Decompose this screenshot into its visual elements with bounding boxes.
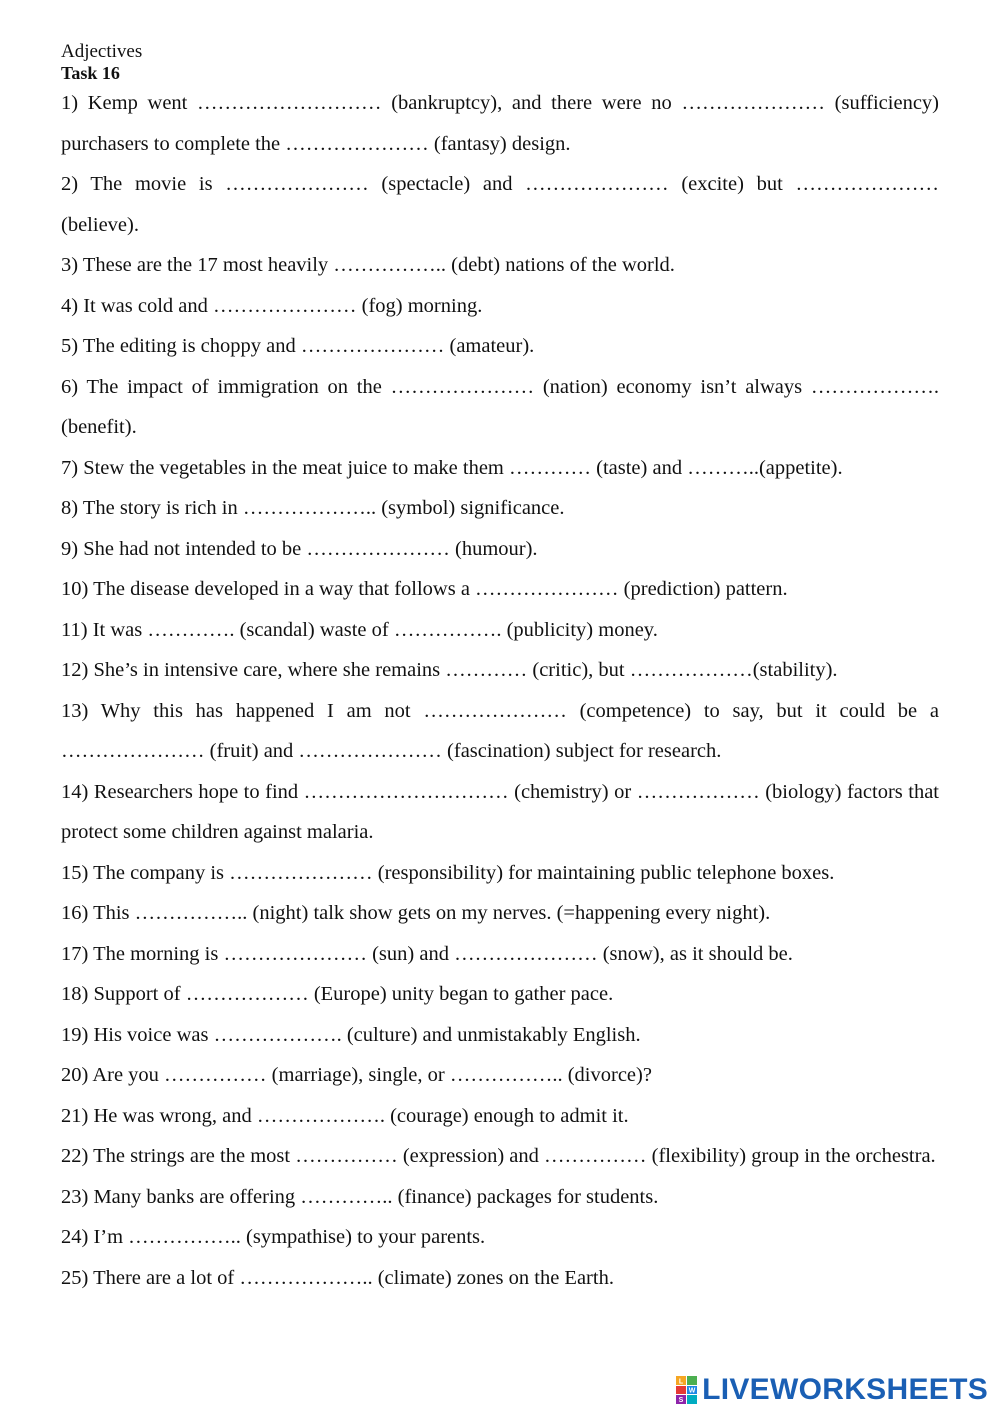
exercise-item: 24) I’m …………….. (sympathise) to your parents. <box>61 1226 486 1248</box>
logo-mark-letter: S <box>678 1397 684 1404</box>
exercise-item: 12) She’s in intensive care, where she remains ………… (critic), but ………………(stability). <box>61 659 838 681</box>
task-title: Task 16 <box>61 63 120 83</box>
exercise-item: 15) The company is ………………… (responsibility) for maintaining public telephone boxes. <box>61 861 835 884</box>
exercise-item: 25) There are a lot of ……………….. (climate) zones on the Earth. <box>61 1266 614 1289</box>
exercise-item: 10) The disease developed in a way that follows a ………………… (prediction) pattern. <box>61 578 788 600</box>
exercise-item: 22) The strings are the most …………… (expression) and …………… (flexibility) group in the orchestra. <box>61 1145 936 1167</box>
exercise-item: 18) Support of ……………… (Europe) unity began to gather pace. <box>61 983 614 1005</box>
exercise-item: 21) He was wrong, and ………………. (courage) enough to admit it. <box>61 1104 629 1127</box>
exercise-item: 14) Researchers hope to find ………………………… (chemistry) or ……………… (biology) factors that protect some children against malaria. <box>61 780 939 843</box>
exercise-item: 2) The movie is ………………… (spectacle) and ………………… (excite) but ………………… (believe). <box>61 173 939 236</box>
exercise-item: 16) This …………….. (night) talk show gets on my nerves. (=happening every night). <box>61 902 771 924</box>
exercise-item: 11) It was …………. (scandal) waste of ……………. (publicity) money. <box>61 618 658 641</box>
exercise-item: 5) The editing is choppy and ………………… (amateur). <box>61 335 535 357</box>
liveworksheets-logo[interactable] <box>676 1372 988 1408</box>
exercise-item: 8) The story is rich in ……………….. (symbol) significance. <box>61 497 565 519</box>
exercise-item: 19) His voice was ………………. (culture) and unmistakably English. <box>61 1023 641 1046</box>
exercise-list <box>61 83 939 1298</box>
exercise-item: 7) Stew the vegetables in the meat juice to make them ………… (taste) and ………..(appetite). <box>61 456 843 479</box>
worksheet-page <box>61 40 939 1298</box>
exercise-item: 17) The morning is ………………… (sun) and ………………… (snow), as it should be. <box>61 942 793 965</box>
exercise-item: 13) Why this has happened I am not ………………… (competence) to say, but it could be a ………………… (fruit) and ………………… (fascination) subject for research. <box>61 699 939 762</box>
logo-mark-letter: W <box>688 1387 696 1395</box>
logo-mark-letter: L <box>678 1378 684 1386</box>
document-title: Adjectives <box>61 41 143 62</box>
exercise-item: 3) These are the 17 most heavily …………….. (debt) nations of the world. <box>61 254 675 276</box>
exercise-item: 1) Kemp went ……………………… (bankruptcy), and there were no ………………… (sufficiency) purchasers to complete the ………………… (fantasy) design. <box>61 92 939 155</box>
liveworksheets-logo-icon <box>676 1376 698 1404</box>
exercise-item: 6) The impact of immigration on the ………………… (nation) economy isn’t always ………………. (benefit). <box>61 375 939 438</box>
exercise-item: 23) Many banks are offering ………….. (finance) packages for students. <box>61 1185 659 1208</box>
logo-text: LIVEWORKSHEETS <box>702 1373 988 1406</box>
exercise-item: 9) She had not intended to be ………………… (humour). <box>61 537 538 560</box>
exercise-item: 4) It was cold and ………………… (fog) morning. <box>61 294 483 317</box>
exercise-item: 20) Are you …………… (marriage), single, or …………….. (divorce)? <box>61 1064 652 1086</box>
